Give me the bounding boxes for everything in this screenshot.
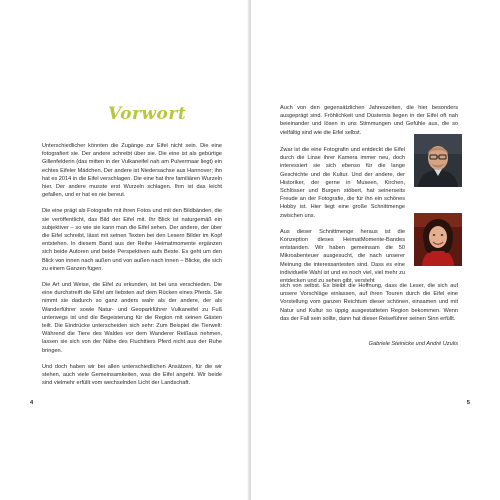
paragraph: sich von selbst. Es bleibt die Hoffnung, dass die Leser, die sich auf unsere Vorschläge einlassen, auf ihren Touren durch die Eifel eine Vorstellung vom ganzen Reichtum dieser schönen, einsamen und mit Natur und Kultur so üppig ausgestatteten Region bekommen. Wenn das der Fall sein sollte, dann hat dieser Reiseführer seinen Sinn erfüllt. [280, 283, 458, 322]
author-photo-woman [414, 213, 462, 266]
paragraph: Aus dieser Schnittmenge heraus ist die Konzeption dieses HeimatMomente-Bandes entstanden. Wir haben gemeinsam die 50 Mikroabenteuer ausgesucht, die nach unserer Meinung die interessantesten sind. Dass es eine individuelle Wahl ist und es noch viel, viel mehr zu entdecken und zu sehen gibt, versteht [280, 228, 405, 285]
page-title: Vorwort [108, 104, 187, 124]
page-number: 5 [466, 400, 470, 406]
right-text-bottom [280, 282, 458, 323]
paragraph: Und doch haben wir bei allen unterschiedlichen Ansätzen, für die wir stehen, auch viele Gemeinsamkeiten, was die Eifel angeht. Wir beide sind vielmehr erfüllt vom wechselnden Licht der Landschaft. [42, 363, 222, 387]
paragraph: Auch von den gegensätzlichen Jahreszeiten, die hier besonders ausgeprägt sind. Fröhlichkeit und Düsternis liegen in der Eifel oft nah beieinander und lösen in uns Stimmungen und Gefühle aus, die so vielfältig sind wie die Eifel selbst. [280, 105, 458, 136]
paragraph: Unterschiedlicher könnten die Zugänge zur Eifel nicht sein. Die eine fotografiert sie. Der andere schreibt über sie. Die eine ist als gebürtige Gillenfelderin (das mitten in der Vulkaneifel nah am Pulvermaar liegt) ein echtes Eifeler Mädchen. Der andere ist Niedersachse aus Hannover; ihn hat es 2014 in die Eifel verschlagen. Die eine hat ihre familiären Wurzeln hier. Der andere musste erst Wurzeln schlagen. Ihm ist das leicht gefallen, und er hat es nie bereut. [42, 143, 222, 199]
paragraph: Die eine prägt als Fotografin mit ihren Fotos und mit den Bildbänden, die sie veröffentlicht, das Bild der Eifel mit. Ihr Blick ist naturgemäß ein subjektiver – so wie sie kann man die Eifel sehen. Der andere, der über die Eifel schreibt, lässt mit seinen Texten bei den Lesern Bilder im Kopf entstehen. In diesem Band aus der Reihe Heimatmomente ergänzen sich beide Autoren und beide Perspektiven aufs Beste. Es geht um den Blick von innen nach außen und von außen nach innen – Blicke, die sich zu einem Ganzen fügen. [42, 208, 222, 272]
page-number: 4 [30, 400, 34, 406]
right-text-middle [280, 146, 405, 293]
left-text-column [42, 142, 222, 395]
right-page [251, 0, 500, 500]
author-photo-man [414, 134, 462, 187]
author-signature: Gabriele Steinicke und André Uzulis [368, 341, 458, 347]
paragraph: Zwar ist die eine Fotografin und entdeckt die Eifel durch die Linse ihrer Kamera immer neu, doch interessiert sie sich ebenso für die lange Geschichte und die Kultur. Und der andere, der Historiker, der gerne in Museen, Kirchen, Schlösser und Burgen stöbert, hat seinerseits Freude an der Fotografie, die für ihn ein schönes Hobby ist. Hier liegt eine große Schnittmenge zwischen uns. [280, 147, 405, 219]
right-text-top [280, 104, 458, 137]
paragraph: Die Art und Weise, die Eifel zu erkunden, ist bei uns verschieden. Die eine durchstreift die Eifel am liebsten auf dem Rücken eines Pferds. Sie nimmt sie dadurch so ganz anders wahr als der andere, der als Wanderführer sowie Natur- und Geoparkführer Vulkaneifel zu Fuß unterwegs ist und die Begeisterung für die Region mit seinen Gästen teilt. Die Eindrücke unterscheiden sich sehr: Zum Beispiel die Tierwelt: Während die Tiere des Waldes vor dem Wanderer Reißaus nehmen, lassen sie sich von der Nähe des Fluchttiers Pferd nicht aus der Ruhe bringen. [42, 282, 222, 354]
left-page [0, 0, 249, 500]
